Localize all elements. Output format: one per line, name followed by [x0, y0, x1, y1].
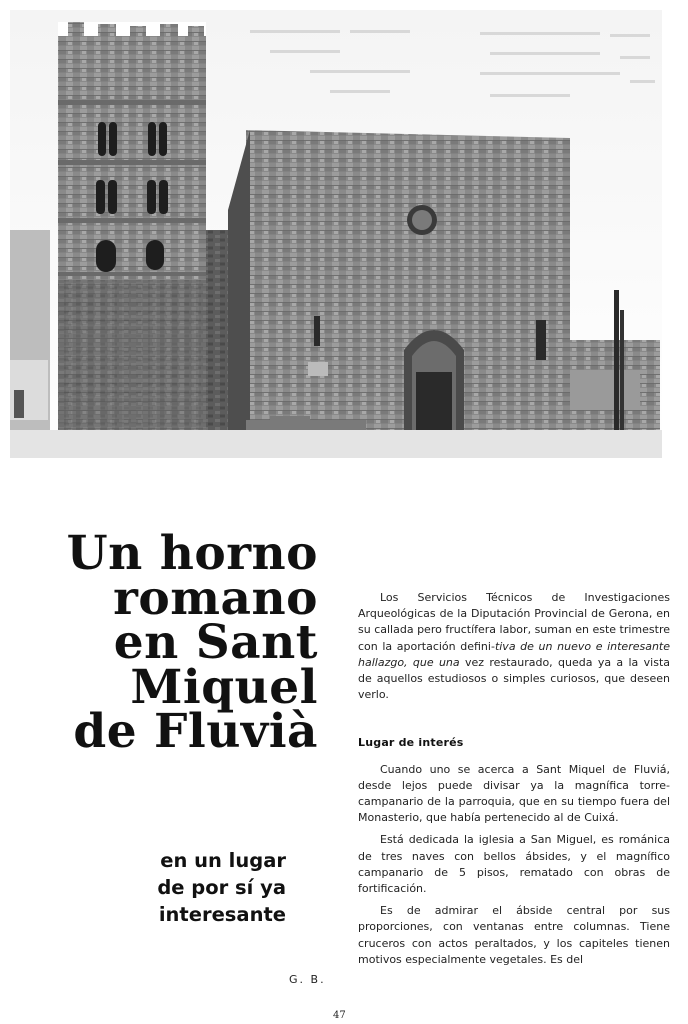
body-paragraph-2: Está dedicada la iglesia a San Miguel, es románica de tres naves con bellos ábsides, y el magnífico campanario de 5 pisos, rematado con obras de fortificación. [358, 833, 670, 896]
intro-text-1: Los Servicios Técnicos de Investigaciones Arqueológicas de la Diputación Provincial de Gerona, en su callada pero fructífera labor, suman en este trimestre con la aportación defini- [358, 591, 670, 653]
author-byline: G. B. [289, 973, 326, 986]
headline-line-3: en Sant [113, 615, 318, 670]
subhead-line-2: de por sí ya [157, 876, 286, 899]
intro-text-2: vez restaurado, queda ya a la vista de aquellos estudiosos o simples curiosos, que deseen verlo. [358, 655, 670, 702]
page-number: 47 [333, 1010, 346, 1021]
headline-line-1: Un horno [66, 526, 318, 581]
intro-paragraph [358, 590, 670, 703]
body-paragraph-1: Cuando uno se acerca a Sant Miquel de Fluviá, desde lejos puede divisar ya la magnífica torre-campanario de la parroquia, que en su tiempo fuera del Monasterio, que había pertenecido al de Cuixá. [358, 762, 670, 825]
headline-line-4: Miquel [130, 659, 318, 715]
headline-line-2: romano [113, 570, 318, 626]
body-paragraph-3: Es de admirar el ábside central por sus proporciones, con ventanas entre columnas. Tiene cruceros con actos peraltados, y los capiteles tienen motivos especialmente vegetales. Es del [358, 904, 670, 966]
church-photo [10, 10, 662, 458]
intro-text-italic: tiva de un nuevo e interesante hallazgo, que una [358, 639, 671, 669]
article-subheading [26, 847, 286, 928]
article-body [358, 590, 670, 968]
article-headline [0, 526, 318, 759]
headline-line-5: de Fluvià [73, 704, 318, 759]
section-heading: Lugar de interés [358, 736, 464, 750]
subhead-line-3: interesante [158, 903, 286, 926]
subhead-line-1: en un lugar [160, 849, 286, 872]
church-photo-icon [10, 10, 662, 458]
